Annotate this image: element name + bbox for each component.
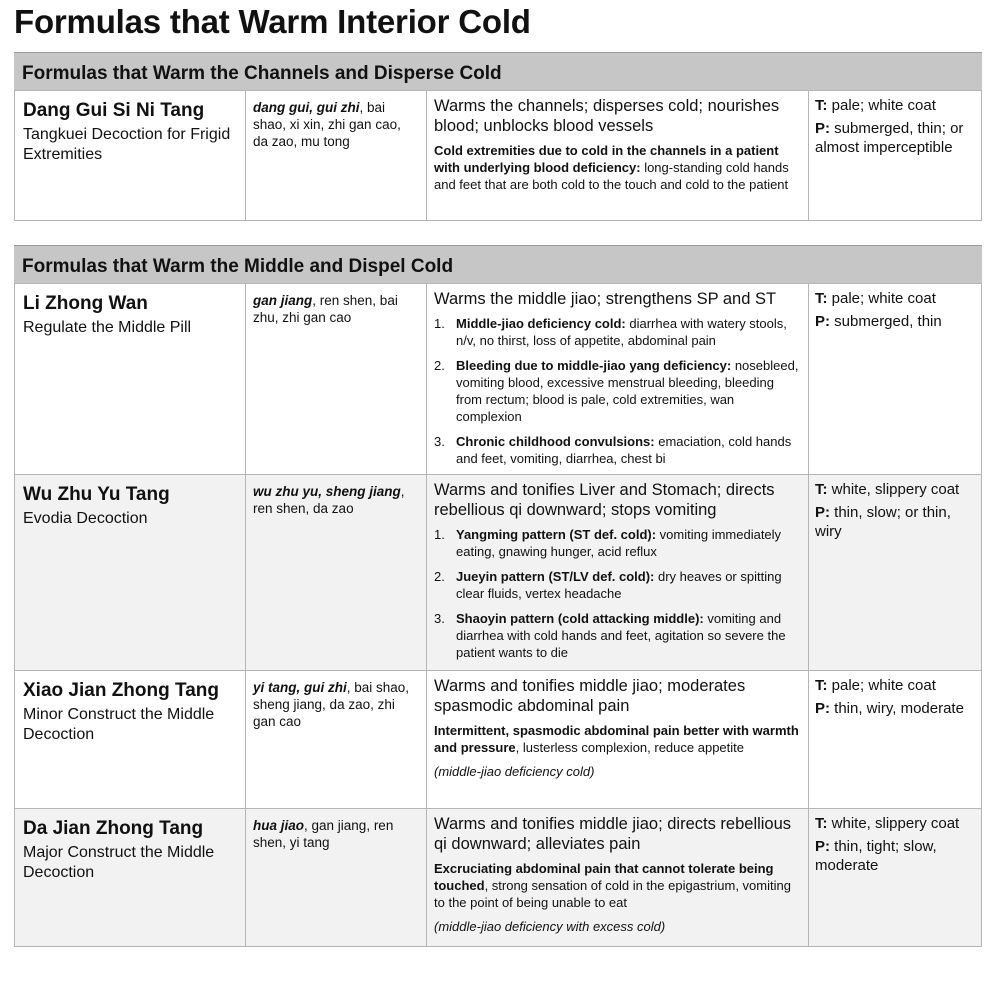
section-header: Formulas that Warm the Channels and Disperse Cold [14,52,982,90]
formula-pinyin: Xiao Jian Zhong Tang [23,680,219,701]
other-herbs: , bai shao, sheng jiang, da zao, zhi gan cao [253,680,410,729]
pulse-line [815,503,975,541]
pulse-label: P: [815,838,830,855]
formula-english: Regulate the Middle Pill [23,319,192,336]
tongue-label: T: [815,290,828,307]
herbs-cell [245,809,426,946]
tongue-text: pale; white coat [827,677,936,694]
indication-item [434,433,802,467]
description-cell [426,91,808,220]
indication-rest: dry heaves or spitting clear fluids, vertex headache [456,569,782,601]
formula-pinyin: Wu Zhu Yu Tang [23,484,170,505]
formula-action: Warms and tonifies middle jiao; moderates spasmodic abdominal pain [434,677,746,715]
tongue-text: white, slippery coat [827,481,960,498]
herbs-cell [245,671,426,808]
indication-rest: long-standing cold hands and feet that are both cold to the touch and cold to the patient [434,160,789,192]
item-number: 2. [434,569,445,584]
pulse-line [815,699,975,718]
formula-pinyin: Li Zhong Wan [23,293,148,314]
tongue-pulse-cell [808,671,982,808]
item-number: 1. [434,316,445,331]
herbs-cell [245,91,426,220]
indication-lead: Cold extremities due to cold in the channels in a patient with underlying blood deficiency: [434,143,779,175]
formula-action: Warms the channels; disperses cold; nourishes blood; unblocks blood vessels [434,97,780,135]
tongue-pulse-cell [808,809,982,946]
pattern-note: (middle-jiao deficiency with excess cold) [434,919,666,934]
formula-english: Major Construct the Middle Decoction [23,844,215,881]
herbs-cell [245,284,426,474]
page-title: Formulas that Warm Interior Cold [14,3,531,40]
formula-row-da-jian-zhong-tang [14,808,982,946]
indication-rest: vomiting immediately eating, gnawing hunger, acid reflux [456,527,782,559]
indication-lead: Excruciating abdominal pain that cannot tolerate being touched [434,861,774,893]
pulse-text: submerged, thin; or almost imperceptible [815,120,964,156]
indication-rest: , lusterless complexion, reduce appetite [515,740,745,755]
indication-rest: nosebleed, vomiting blood, excessive menstrual bleeding, bleeding from rectum; blood is pale, cold extremities, wan complexion [456,358,799,424]
indication-lead: Chronic childhood convulsions: [456,434,655,449]
pulse-label: P: [815,120,830,137]
pulse-text: thin, wiry, moderate [830,700,964,717]
other-herbs: , bai shao, xi xin, zhi gan cao, da zao, mu tong [253,100,401,149]
tongue-line [815,814,975,833]
formula-row-dang-gui-si-ni-tang [14,90,982,220]
tongue-label: T: [815,97,828,114]
tongue-text: pale; white coat [827,97,936,114]
tongue-line [815,96,975,115]
pulse-label: P: [815,313,830,330]
pulse-text: thin, slow; or thin, wiry [815,504,951,540]
indication-item [434,315,802,349]
formula-name-cell [14,91,245,220]
formula-english: Minor Construct the Middle Decoction [23,706,215,743]
pulse-line [815,837,975,875]
formula-pinyin: Dang Gui Si Ni Tang [23,100,205,121]
formula-name-cell [14,809,245,946]
indication-lead: Jueyin pattern (ST/LV def. cold): [456,569,655,584]
tongue-label: T: [815,815,828,832]
indication-rest: emaciation, cold hands and feet, vomiting, diarrhea, chest bi [456,434,792,466]
tongue-pulse-cell [808,91,982,220]
tongue-line [815,289,975,308]
chief-herbs: gan jiang [253,293,313,308]
description-cell [426,809,808,946]
tongue-pulse-cell [808,284,982,474]
indication-rest: , strong sensation of cold in the epigastrium, vomiting to the point of being unable to eat [434,878,791,910]
tongue-text: white, slippery coat [827,815,960,832]
item-number: 3. [434,611,445,626]
indication-rest: diarrhea with watery stools, n/v, no thirst, loss of appetite, abdominal pain [456,316,787,348]
other-herbs: , ren shen, bai zhu, zhi gan cao [253,293,398,325]
formula-name-cell [14,284,245,474]
other-herbs: , ren shen, da zao [253,484,405,516]
tongue-text: pale; white coat [827,290,936,307]
tongue-label: T: [815,481,828,498]
indication-lead: Shaoyin pattern (cold attacking middle): [456,611,704,626]
indication-rest: vomiting and diarrhea with cold hands and feet, agitation so severe the patient wants to die [456,611,786,660]
item-number: 3. [434,434,445,449]
pulse-text: submerged, thin [830,313,942,330]
formula-english: Evodia Decoction [23,510,148,527]
section-header: Formulas that Warm the Middle and Dispel Cold [14,245,982,283]
indication-lead: Bleeding due to middle-jiao yang deficiency: [456,358,732,373]
indication [434,722,802,756]
description-cell [426,671,808,808]
formula-pinyin: Da Jian Zhong Tang [23,818,204,839]
tongue-line [815,676,975,695]
formula-row-xiao-jian-zhong-tang [14,670,982,808]
chief-herbs: hua jiao [253,818,305,833]
chief-herbs: yi tang, gui zhi [253,680,347,695]
pulse-label: P: [815,700,830,717]
section-warm-channels [14,52,982,221]
pulse-label: P: [815,504,830,521]
formula-row-wu-zhu-yu-tang [14,474,982,670]
section-warm-middle [14,245,982,947]
formula-row-li-zhong-wan [14,283,982,474]
herbs-cell [245,475,426,670]
indication-item [434,526,802,560]
other-herbs: , gan jiang, ren shen, yi tang [253,818,394,850]
pulse-text: thin, tight; slow, moderate [815,838,937,874]
indication-item [434,357,802,425]
indication-lead: Middle-jiao deficiency cold: [456,316,626,331]
description-cell [426,475,808,670]
indication-lead: Intermittent, spasmodic abdominal pain better with warmth and pressure [434,723,799,755]
tongue-label: T: [815,677,828,694]
item-number: 2. [434,358,445,373]
chief-herbs: wu zhu yu, sheng jiang [253,484,401,499]
pattern-note: (middle-jiao deficiency cold) [434,764,595,779]
formula-name-cell [14,671,245,808]
tongue-line [815,480,975,499]
pulse-line [815,119,975,157]
formula-action: Warms the middle jiao; strengthens SP and ST [434,290,777,308]
pulse-line [815,312,975,331]
formula-name-cell [14,475,245,670]
indication-item [434,610,802,661]
indication-lead: Yangming pattern (ST def. cold): [456,527,657,542]
item-number: 1. [434,527,445,542]
description-cell [426,284,808,474]
tongue-pulse-cell [808,475,982,670]
indication [434,860,802,911]
formula-action: Warms and tonifies middle jiao; directs rebellious qi downward; alleviates pain [434,815,792,853]
indication-item [434,568,802,602]
chief-herbs: dang gui, gui zhi [253,100,360,115]
formula-action: Warms and tonifies Liver and Stomach; directs rebellious qi downward; stops vomiting [434,481,775,519]
formula-english: Tangkuei Decoction for Frigid Extremities [23,126,231,163]
indication [434,142,802,193]
